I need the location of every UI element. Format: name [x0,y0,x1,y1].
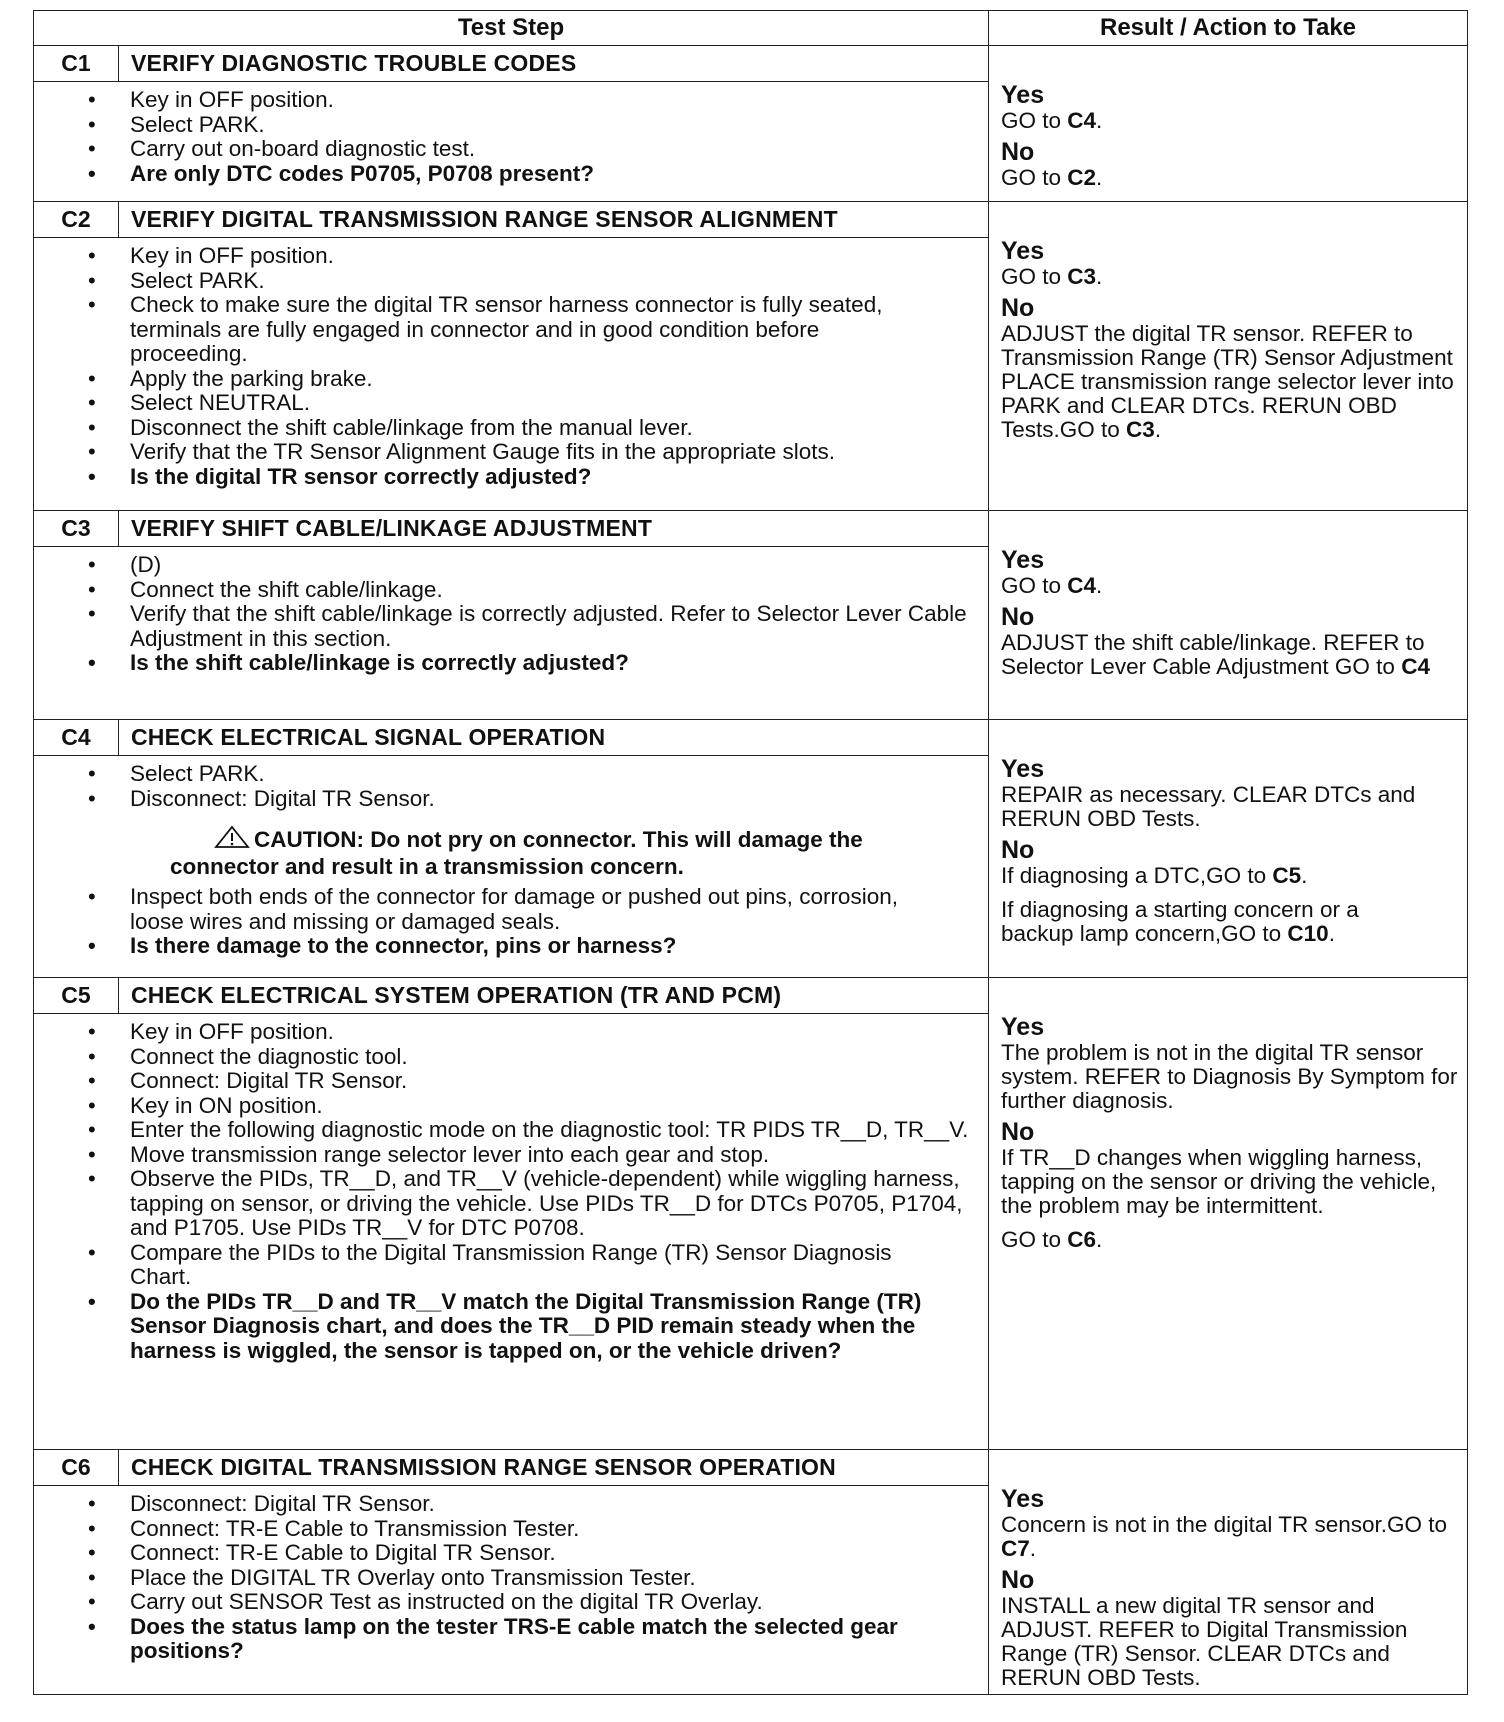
step-id: C6 [34,1450,119,1485]
table-header-row [34,11,1468,46]
result-cell [989,978,1468,1450]
punct: . [1096,165,1103,190]
step-row-c6 [34,1450,1468,1695]
step-link-ref[interactable]: C5 [1272,863,1302,888]
step-link-ref[interactable]: C10 [1287,921,1329,946]
bullet-item: • Disconnect: Digital TR Sensor. [130,787,980,812]
punct: . [1096,264,1103,289]
yes-text: GO to [1001,264,1068,289]
no-label: No [1001,1118,1035,1146]
bullet-item: • Enter the following diagnostic mode on the diagnostic tool: TR PIDS TR__D, TR__V. [130,1118,980,1143]
step-row-c1 [34,46,1468,202]
bullet-item: • Check to make sure the digital TR sensor harness connector is fully seated, terminals are fully engaged in connector and in good condition before proceeding. [130,293,980,367]
bullet-item: • Verify that the TR Sensor Alignment Gauge fits in the appropriate slots. [130,440,980,465]
step-row-c3 [34,511,1468,720]
step-id: C5 [34,978,119,1013]
no-text: ADJUST the shift cable/linkage. REFER to Selector Lever Cable Adjustment GO to [1001,630,1425,679]
step-bullets [34,756,988,811]
diagnostic-test-table [33,10,1467,1695]
bullet-item: • Select PARK. [130,762,980,787]
result-cell [989,202,1468,511]
warning-triangle-icon [214,825,254,855]
bullet-item: • (D) [130,553,980,578]
step-cell [34,202,989,511]
step-id: C3 [34,511,119,546]
no-text-alt: If diagnosing a starting concern or a backup lamp concern,GO to [1001,897,1359,946]
step-title: CHECK ELECTRICAL SYSTEM OPERATION (TR AND PCM) [131,982,782,1008]
step-row-c5 [34,978,1468,1450]
no-text: INSTALL a new digital TR sensor and ADJUST. REFER to Digital Transmission Range (TR) Sensor. CLEAR DTCs and RERUN OBD Tests. [1001,1593,1408,1690]
step-bullets [34,1014,988,1367]
yes-text: GO to [1001,108,1068,133]
step-question: • Is the digital TR sensor correctly adjusted? [130,465,980,490]
step-link-ref[interactable]: C6 [1067,1227,1097,1252]
step-link-ref[interactable]: C7 [1001,1536,1030,1561]
punct: . [1328,921,1335,946]
step-bullets [34,1486,988,1668]
bullet-item: • Compare the PIDs to the Digital Transmission Range (TR) Sensor Diagnosis Chart. [130,1241,980,1290]
caution-text: CAUTION: Do not pry on connector. This will damage the connector and result in a transmission concern. [170,827,863,879]
no-text: ADJUST the digital TR sensor. REFER to Transmission Range (TR) Sensor Adjustment PLACE transmission range selector lever into PARK and CLEAR DTCs. RERUN OBD Tests.GO to [1001,321,1454,442]
bullet-item: • Key in ON position. [130,1094,980,1119]
no-label: No [1001,836,1035,864]
bullet-item: • Carry out on-board diagnostic test. [130,137,980,162]
no-label: No [1001,138,1035,166]
bullet-item: • Select NEUTRAL. [130,391,980,416]
step-cell [34,1450,989,1695]
no-label: No [1001,294,1035,322]
step-id: C1 [34,46,119,81]
caution-note [34,811,988,883]
no-label: No [1001,1566,1035,1594]
step-link-ref[interactable]: C3 [1126,417,1155,442]
bullet-item: • Key in OFF position. [130,88,980,113]
bullet-item: • Connect: TR-E Cable to Digital TR Sensor. [130,1541,980,1566]
bullet-item: • Key in OFF position. [130,244,980,269]
step-title: CHECK ELECTRICAL SIGNAL OPERATION [131,724,606,750]
bullet-item: • Connect the diagnostic tool. [130,1045,980,1070]
step-id: C4 [34,720,119,755]
step-cell [34,511,989,720]
step-question: • Does the status lamp on the tester TRS-E cable match the selected gear positions? [130,1615,980,1664]
step-id: C2 [34,202,119,237]
bullet-item: • Connect: Digital TR Sensor. [130,1069,980,1094]
no-text: GO to [1001,165,1068,190]
step-title: CHECK DIGITAL TRANSMISSION RANGE SENSOR OPERATION [131,1454,836,1480]
bullet-item: • Select PARK. [130,269,980,294]
bullet-item: • Inspect both ends of the connector for damage or pushed out pins, corrosion, loose wires and missing or damaged seals. [130,885,980,934]
bullet-item: • Disconnect the shift cable/linkage from the manual lever. [130,416,980,441]
yes-label: Yes [1001,1485,1045,1513]
yes-label: Yes [1001,755,1045,783]
result-cell [989,1450,1468,1695]
yes-label: Yes [1001,546,1045,574]
step-question: • Are only DTC codes P0705, P0708 present? [130,162,980,187]
step-question: • Is there damage to the connector, pins or harness? [130,934,980,959]
step-link-ref[interactable]: C2 [1067,165,1097,190]
punct: . [1301,863,1308,888]
no-text: If TR__D changes when wiggling harness, tapping on the sensor or driving the vehicle, the problem may be intermittent. [1001,1145,1437,1218]
yes-text: GO to [1001,573,1068,598]
step-title: VERIFY DIAGNOSTIC TROUBLE CODES [131,50,577,76]
step-cell [34,46,989,202]
punct: . [1154,417,1162,442]
yes-text: The problem is not in the digital TR sensor system. REFER to Diagnosis By Symptom for further diagnosis. [1001,1040,1458,1113]
punct: . [1029,1536,1037,1561]
bullet-item: • Key in OFF position. [130,1020,980,1045]
bullet-item: • Connect the shift cable/linkage. [130,578,980,603]
result-cell [989,720,1468,978]
step-row-c2 [34,202,1468,511]
step-question: • Do the PIDs TR__D and TR__V match the Digital Transmission Range (TR) Sensor Diagnosis chart, and does the TR__D PID remain steady when the harness is wiggled, the sensor is tapped on, or the vehicle driven? [130,1290,980,1364]
bullet-item: • Move transmission range selector lever into each gear and stop. [130,1143,980,1168]
yes-label: Yes [1001,237,1045,265]
punct: . [1096,108,1103,133]
no-text: If diagnosing a DTC,GO to [1001,863,1273,888]
yes-label: Yes [1001,1013,1045,1041]
step-link-ref[interactable]: C4 [1401,654,1430,679]
step-link-ref[interactable]: C3 [1067,264,1097,289]
step-row-c4 [34,720,1468,978]
yes-label: Yes [1001,81,1045,109]
bullet-item: • Apply the parking brake. [130,367,980,392]
yes-text: Concern is not in the digital TR sensor.GO to [1001,1512,1448,1537]
step-title: VERIFY DIGITAL TRANSMISSION RANGE SENSOR ALIGNMENT [131,206,838,232]
bullet-item: • Carry out SENSOR Test as instructed on the digital TR Overlay. [130,1590,980,1615]
step-bullets [34,238,988,493]
step-link-ref[interactable]: C4 [1067,573,1097,598]
bullet-item: • Select PARK. [130,113,980,138]
bullet-item: • Observe the PIDs, TR__D, and TR__V (vehicle-dependent) while wiggling harness, tapping on sensor, or driving the vehicle. Use PIDs TR__D for DTCs P0705, P1704, and P1705. Use PIDs TR__V for DTC P0708. [130,1167,980,1241]
bullet-item: • Place the DIGITAL TR Overlay onto Transmission Tester. [130,1566,980,1591]
step-bullets [34,82,988,190]
result-cell [989,46,1468,202]
punct: . [1096,573,1103,598]
step-cell [34,720,989,978]
punct: . [1096,1227,1103,1252]
step-link-ref[interactable]: C4 [1067,108,1097,133]
header-result-action: Result / Action to Take [989,11,1468,46]
step-bullets [34,547,988,680]
result-cell [989,511,1468,720]
bullet-item: • Verify that the shift cable/linkage is correctly adjusted. Refer to Selector Lever Cable Adjustment in this section. [130,602,980,651]
no-text-alt: GO to [1001,1227,1068,1252]
no-label: No [1001,603,1035,631]
header-test-step: Test Step [34,11,989,46]
bullet-item: • Disconnect: Digital TR Sensor. [130,1492,980,1517]
bullet-item: • Connect: TR-E Cable to Transmission Tester. [130,1517,980,1542]
step-question: • Is the shift cable/linkage is correctly adjusted? [130,651,980,676]
step-cell [34,978,989,1450]
step-title: VERIFY SHIFT CABLE/LINKAGE ADJUSTMENT [131,515,653,541]
yes-text: REPAIR as necessary. CLEAR DTCs and RERUN OBD Tests. [1001,782,1416,831]
step-bullets [34,883,988,963]
